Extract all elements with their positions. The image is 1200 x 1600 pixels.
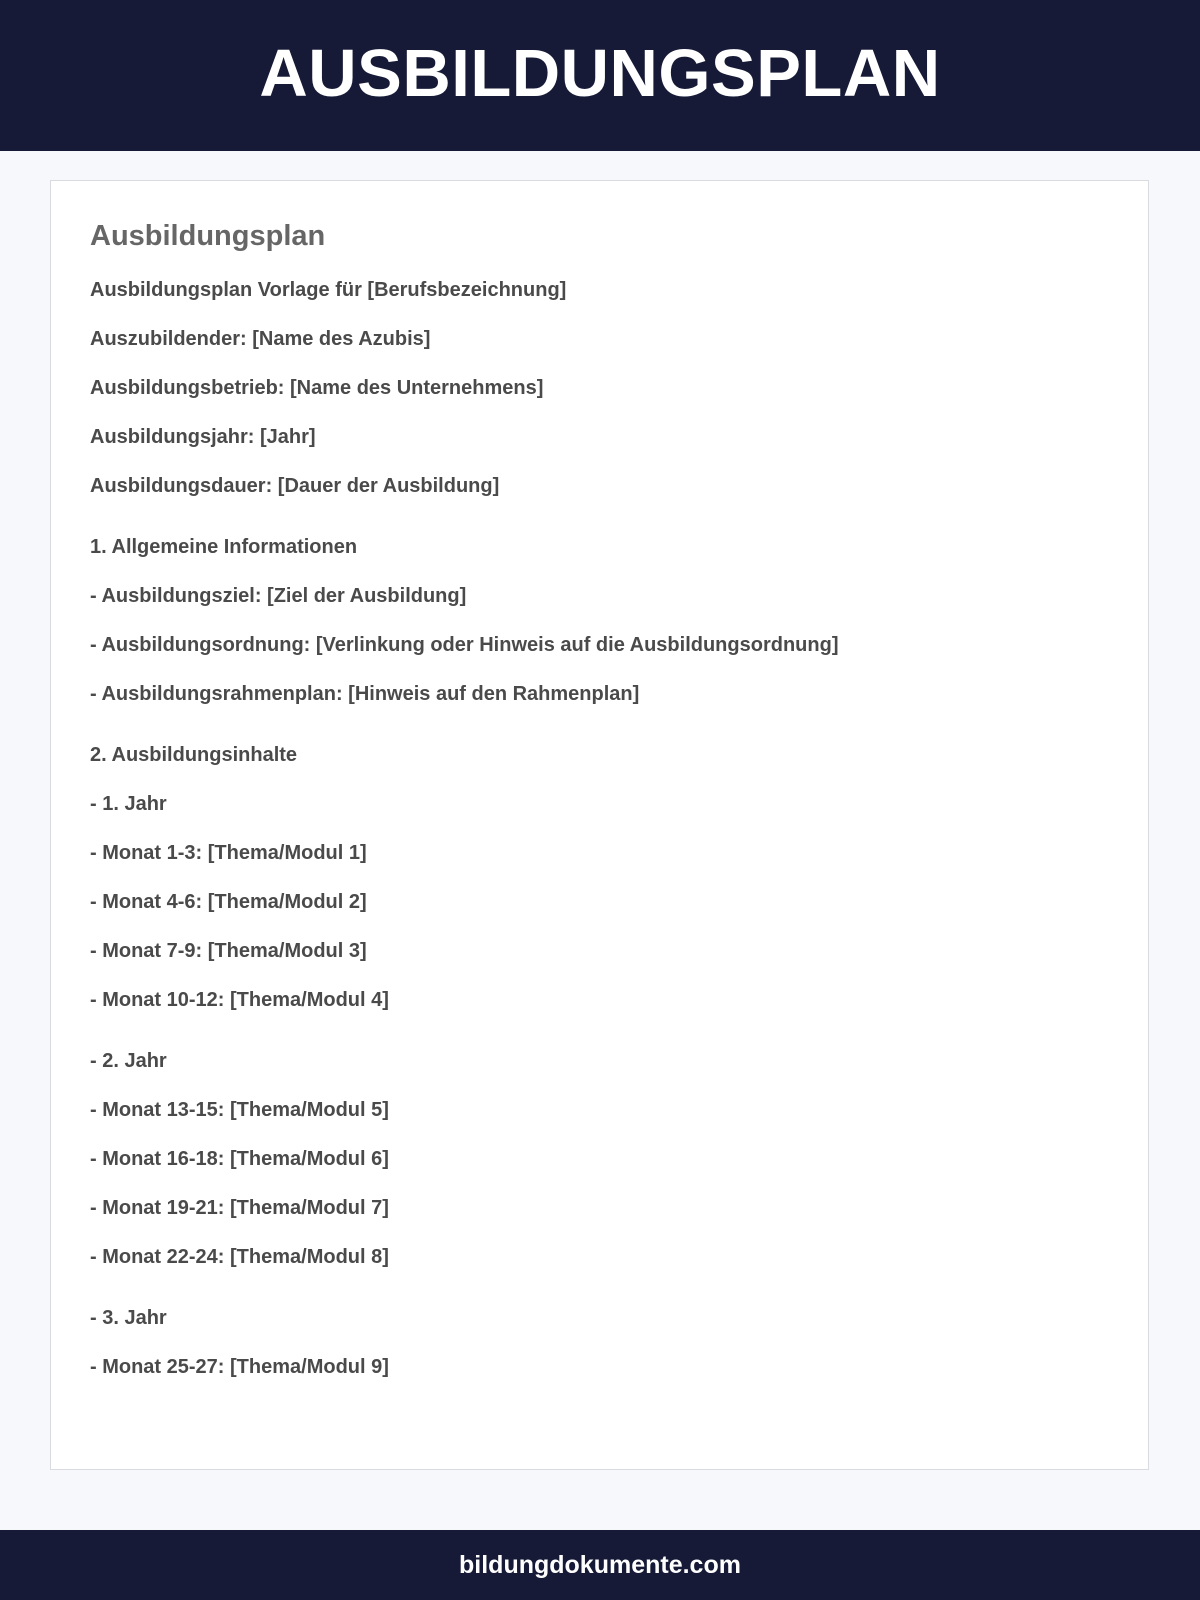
list-item-month: - Monat 19-21: [Thema/Modul 7]	[90, 1197, 389, 1219]
list-item-month: - Monat 4-6: [Thema/Modul 2]	[90, 891, 367, 913]
footer-banner	[0, 1530, 1200, 1600]
year-heading-2: - 2. Jahr	[90, 1050, 167, 1072]
list-item-month: - Monat 22-24: [Thema/Modul 8]	[90, 1246, 389, 1268]
document-subtitle-line: Ausbildungsplan Vorlage für [Berufsbezeichnung]	[90, 279, 567, 301]
section-heading-general: 1. Allgemeine Informationen	[90, 536, 358, 558]
training-year-line: Ausbildungsjahr: [Jahr]	[90, 426, 316, 448]
training-duration-line: Ausbildungsdauer: [Dauer der Ausbildung]	[90, 475, 500, 497]
company-name-line: Ausbildungsbetrieb: [Name des Unternehmens]	[90, 377, 544, 399]
document-card	[50, 180, 1149, 1470]
list-item-month: - Monat 13-15: [Thema/Modul 5]	[90, 1099, 389, 1121]
top-banner	[0, 0, 1200, 151]
list-item-framework-plan: - Ausbildungsrahmenplan: [Hinweis auf den Rahmenplan]	[90, 683, 640, 705]
list-item-training-regulation: - Ausbildungsordnung: [Verlinkung oder Hinweis auf die Ausbildungsordnung]	[90, 634, 839, 656]
page-title: AUSBILDUNGSPLAN	[259, 36, 941, 111]
footer-site-name: bildungdokumente.com	[459, 1550, 741, 1579]
list-item-month: - Monat 7-9: [Thema/Modul 3]	[90, 940, 367, 962]
list-item-month: - Monat 10-12: [Thema/Modul 4]	[90, 989, 389, 1011]
year-heading-3: - 3. Jahr	[90, 1307, 167, 1329]
document-heading: Ausbildungsplan	[90, 220, 326, 252]
list-item-month: - Monat 16-18: [Thema/Modul 6]	[90, 1148, 389, 1170]
year-heading-1: - 1. Jahr	[90, 793, 167, 815]
trainee-name-line: Auszubildender: [Name des Azubis]	[90, 328, 431, 350]
list-item-month: - Monat 25-27: [Thema/Modul 9]	[90, 1356, 389, 1378]
list-item-month: - Monat 1-3: [Thema/Modul 1]	[90, 842, 367, 864]
section-heading-contents: 2. Ausbildungsinhalte	[90, 744, 298, 766]
list-item-training-goal: - Ausbildungsziel: [Ziel der Ausbildung]	[90, 585, 467, 607]
